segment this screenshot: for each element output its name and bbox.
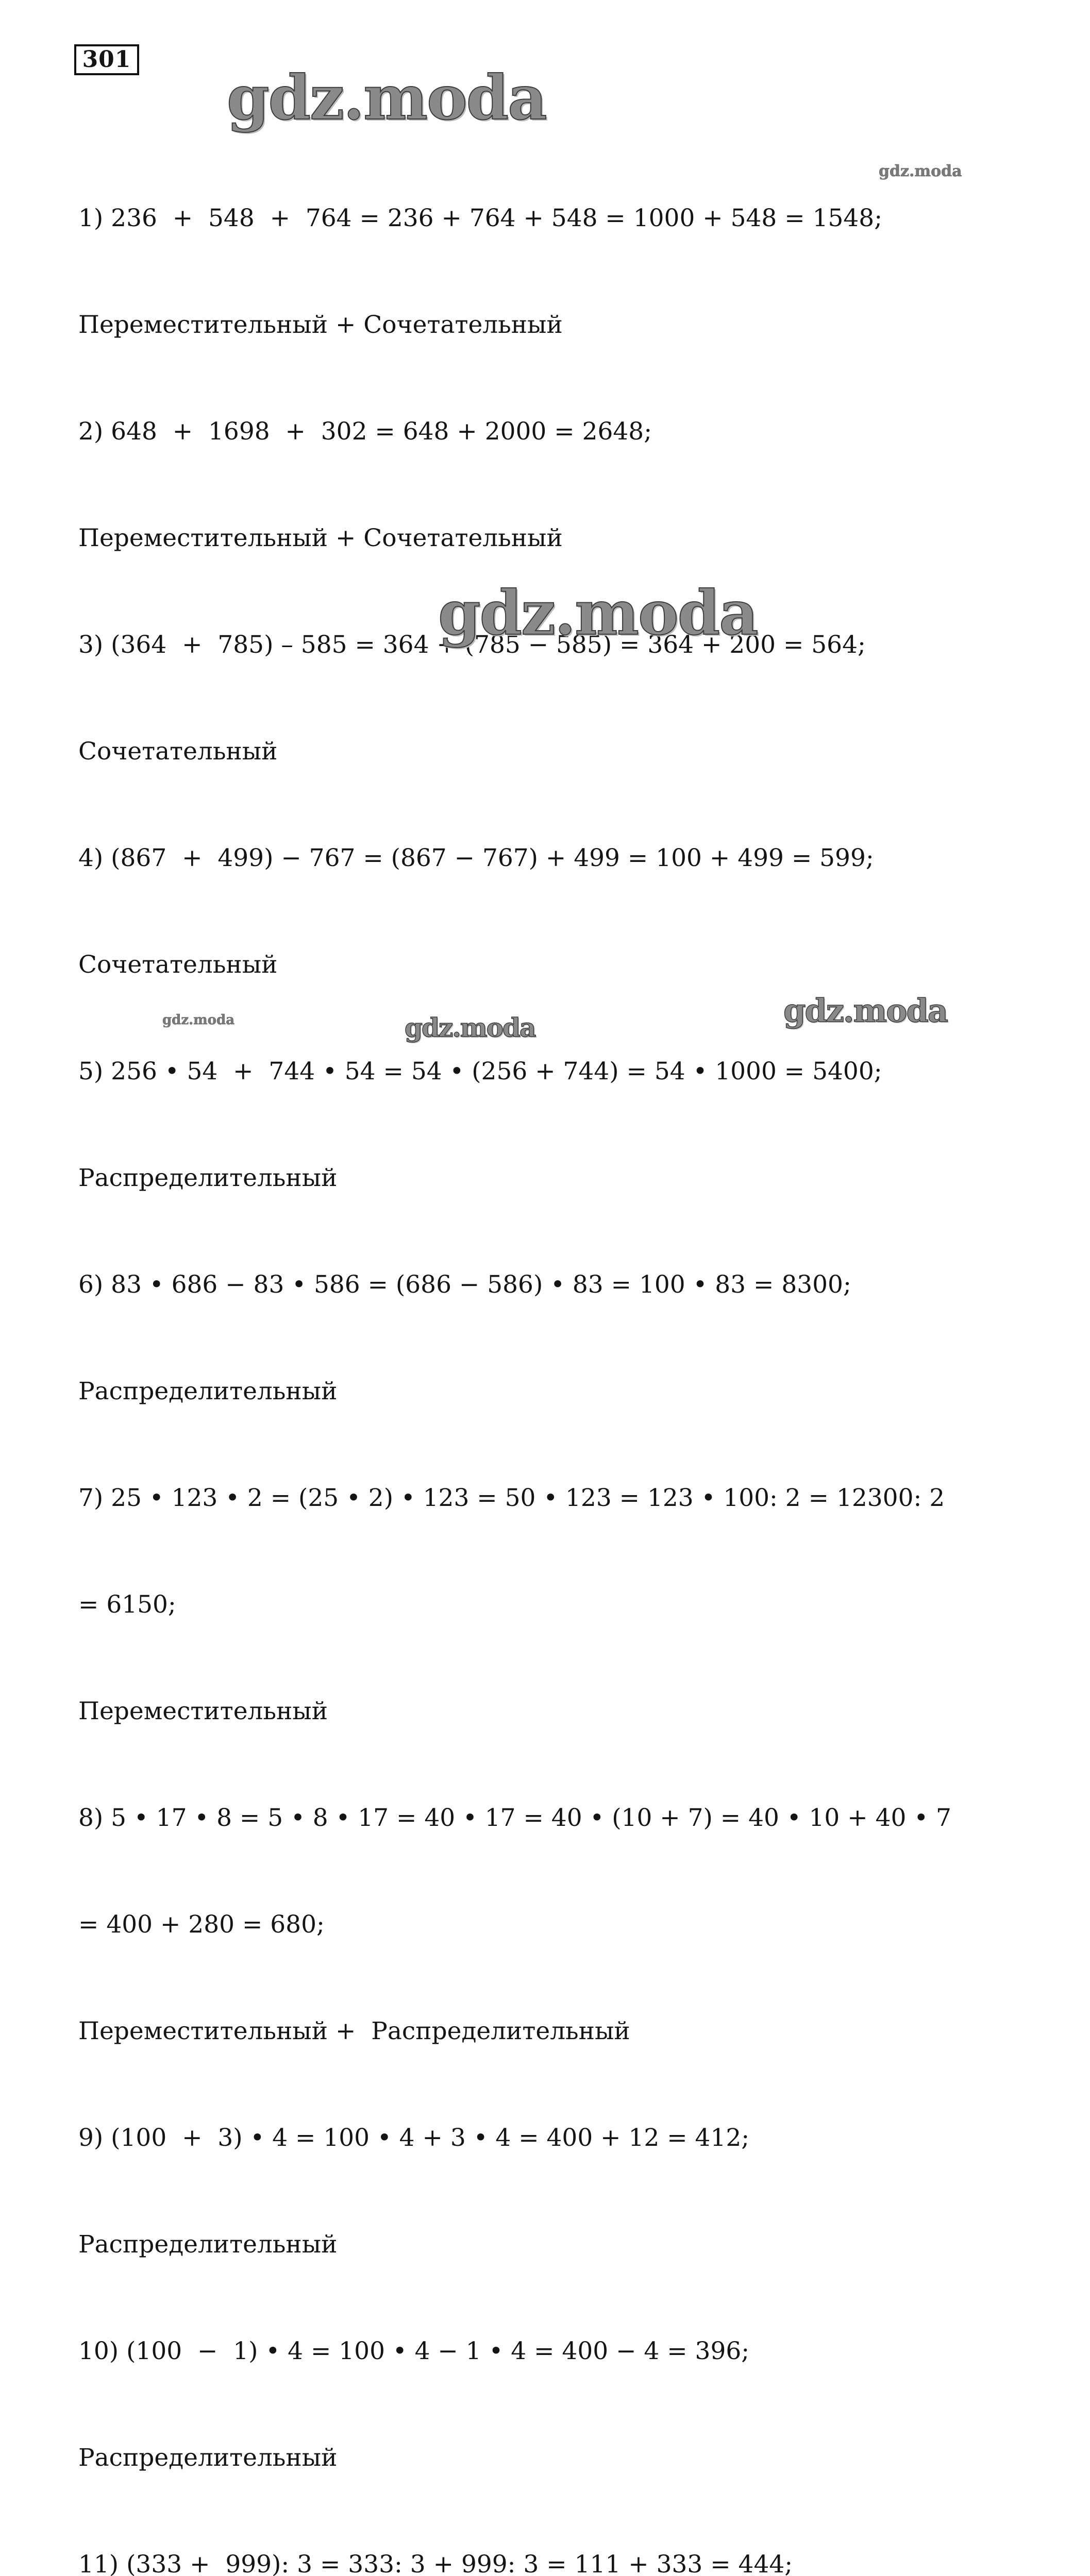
watermark-logo: gdz.moda [783, 992, 947, 1029]
solution-line-7: 4) (867 + 499) − 767 = (867 − 767) + 499 = 100 + 499 = 599; [78, 844, 874, 872]
watermark-logo: gdz.moda [162, 1012, 235, 1028]
solution-line-20: Распределительный [78, 2230, 338, 2259]
watermark-logo: gdz.moda [438, 577, 758, 649]
solution-line-5: 3) (364 + 785) – 585 = 364 + (785 − 585) = 364 + 200 = 564; [78, 631, 866, 659]
solution-line-19: 9) (100 + 3) • 4 = 100 • 4 + 3 • 4 = 400 + 12 = 412; [78, 2124, 750, 2152]
solution-line-22: Распределительный [78, 2444, 338, 2472]
solution-line-4: Переместительный + Сочетательный [78, 524, 563, 552]
solution-line-8: Сочетательный [78, 951, 278, 979]
solution-line-23: 11) (333 + 999): 3 = 333: 3 + 999: 3 = 111 + 333 = 444; [78, 2550, 793, 2576]
solution-line-2: Переместительный + Сочетательный [78, 311, 563, 339]
solution-line-10: Распределительный [78, 1164, 338, 1192]
solution-line-17: = 400 + 280 = 680; [78, 1910, 325, 1939]
solution-line-16: 8) 5 • 17 • 8 = 5 • 8 • 17 = 40 • 17 = 40 • (10 + 7) = 40 • 10 + 40 • 7 [78, 1804, 951, 1832]
solution-line-14: = 6150; [78, 1590, 176, 1619]
solution-line-18: Переместительный + Распределительный [78, 2017, 630, 2045]
solution-line-11: 6) 83 • 686 − 83 • 586 = (686 − 586) • 83 = 100 • 83 = 8300; [78, 1270, 851, 1299]
solution-line-15: Переместительный [78, 1697, 328, 1725]
task-number-box: 301 [74, 44, 139, 75]
solution-line-6: Сочетательный [78, 737, 278, 766]
solution-line-13: 7) 25 • 123 • 2 = (25 • 2) • 123 = 50 • 123 = 123 • 100: 2 = 12300: 2 [78, 1484, 945, 1512]
watermark-logo: gdz.moda [879, 162, 962, 180]
solution-line-3: 2) 648 + 1698 + 302 = 648 + 2000 = 2648; [78, 417, 652, 446]
solution-line-21: 10) (100 − 1) • 4 = 100 • 4 − 1 • 4 = 400 − 4 = 396; [78, 2337, 750, 2365]
solution-line-12: Распределительный [78, 1377, 338, 1405]
watermark-logo: gdz.moda [227, 62, 546, 133]
solution-text [78, 129, 1058, 2576]
solution-line-1: 1) 236 + 548 + 764 = 236 + 764 + 548 = 1000 + 548 = 1548; [78, 204, 883, 232]
watermark-logo: gdz.moda [405, 1012, 535, 1043]
solution-line-9: 5) 256 • 54 + 744 • 54 = 54 • (256 + 744) = 54 • 1000 = 5400; [78, 1057, 882, 1086]
